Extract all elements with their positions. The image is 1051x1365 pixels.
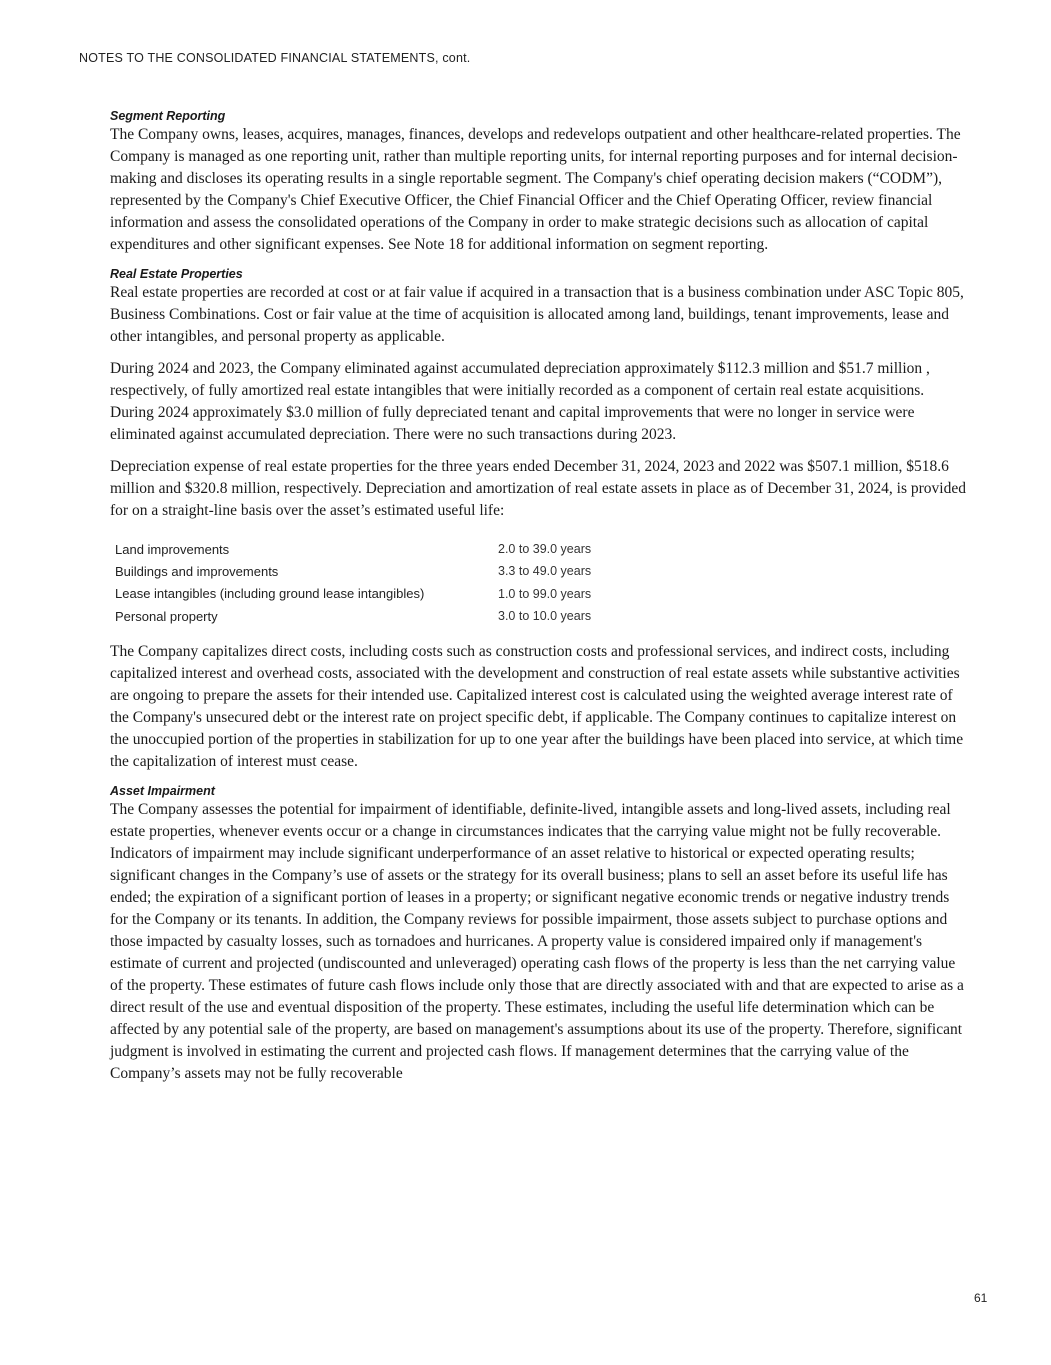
table-row bbox=[110, 583, 591, 605]
page-number: 61 bbox=[974, 1291, 988, 1305]
section-heading-asset-impairment: Asset Impairment bbox=[110, 784, 215, 799]
real-estate-paragraph-3: Depreciation expense of real estate properties for the three years ended December 31, 2024, 2023 and 2022 was $507.1 million, $518.6 million and $320.8 million, respectively. Depreciation and amortization of real estate assets in place as of December 31, 2024, is provided for on a straight-line basis over the asset’s estimated useful life: bbox=[110, 458, 966, 519]
real-estate-paragraph-2: During 2024 and 2023, the Company eliminated against accumulated depreciation approximately $112.3 million and $51.7 million , respectively, of fully amortized real estate intangibles that were initially recorded as a component of certain real estate acquisitions. During 2024 approximately $3.0 million of fully depreciated tenant and capital improvements that were no longer in service were eliminated against accumulated depreciation. There were no such transactions during 2023. bbox=[110, 360, 930, 443]
asset-impairment-paragraph: The Company assesses the potential for impairment of identifiable, definite-lived, intangible assets and long-lived assets, including real estate properties, whenever events occur or a change in circumstances indicates that the carrying value might not be fully recoverable. Indicators of impairment may include significant underperformance of an asset relative to historical or expected operating results; significant changes in the Company’s use of assets or the strategy for its overall business; plans to sell an asset before its useful life has ended; the expiration of a significant portion of leases in a property; or significant negative economic trends or negative industry trends for the Company or its tenants. In addition, the Company reviews for possible impairment, those assets subject to purchase options and those impacted by casualty losses, such as tornadoes and hurricanes. A property value is considered impaired only if management's estimate of current and projected (undiscounted and unleveraged) operating cash flows of the property is less than the net carrying value of the property. These estimates of future cash flows include only those that are directly associated with and that are expected to arise as a direct result of the use and eventual disposition of the property. These estimates, including the useful life determination which can be affected by any potential sale of the property, are based on management's assumptions about its use of the property. Therefore, significant judgment is involved in estimating the current and projected cash flows. If management determines that the carrying value of the Company’s assets may not be fully recoverable bbox=[110, 801, 964, 1083]
useful-life-range: 3.3 to 49.0 years bbox=[498, 564, 592, 579]
segment-reporting-section bbox=[110, 108, 970, 256]
real-estate-properties-section bbox=[110, 266, 970, 773]
table-row bbox=[110, 538, 591, 560]
running-header: NOTES TO THE CONSOLIDATED FINANCIAL STATEMENTS, cont. bbox=[79, 51, 471, 65]
asset-impairment-section bbox=[110, 783, 970, 1085]
real-estate-paragraph-1: Real estate properties are recorded at cost or at fair value if acquired in a transaction that is a business combination under ASC Topic 805, Business Combinations. Cost or fair value at the time of acquisition is allocated among land, buildings, tenant improvements, lease and other intangibles, and personal property as applicable. bbox=[110, 284, 964, 345]
asset-category: Land improvements bbox=[115, 541, 230, 557]
asset-category: Lease intangibles (including ground lease intangibles) bbox=[115, 586, 425, 602]
real-estate-paragraph-4: The Company capitalizes direct costs, including costs such as construction costs and professional services, and indirect costs, including capitalized interest and overhead costs, associated with the development and construction of real estate assets while substantive activities are ongoing to prepare the assets for their intended use. Capitalized interest cost is calculated using the weighted average interest rate of the Company's unsecured debt or the interest rate on project specific debt, if applicable. The Company continues to capitalize interest on the unoccupied portion of the properties in stabilization for up to one year after the buildings have been placed into service, at which time the capitalization of interest must cease. bbox=[110, 643, 964, 771]
section-heading-real-estate-properties: Real Estate Properties bbox=[110, 267, 243, 281]
useful-life-table bbox=[110, 538, 591, 627]
segment-reporting-paragraph: The Company owns, leases, acquires, manages, finances, develops and redevelops outpatient and other healthcare-related properties. The Company is managed as one reporting unit, rather than multiple reporting units, for internal reporting purposes and for internal decision-making and discloses its operating results in a single reportable segment. The Company's chief operating decision makers (“CODM”), represented by the Company's Chief Executive Officer, the Chief Financial Officer and the Chief Operating Officer, review financial information and assess the consolidated operations of the Company in order to make strategic decisions such as allocation of capital expenditures and other significant expenses. See Note 18 for additional information on segment reporting. bbox=[110, 126, 961, 253]
section-heading-segment-reporting: Segment Reporting bbox=[110, 109, 226, 123]
useful-life-range: 3.0 to 10.0 years bbox=[498, 609, 592, 624]
useful-life-range: 1.0 to 99.0 years bbox=[498, 586, 592, 601]
table-row bbox=[110, 560, 591, 582]
useful-life-range: 2.0 to 39.0 years bbox=[498, 542, 592, 557]
table-row bbox=[110, 605, 591, 627]
asset-category: Buildings and improvements bbox=[115, 563, 279, 579]
asset-category: Personal property bbox=[115, 608, 218, 624]
page-content bbox=[110, 108, 970, 1085]
